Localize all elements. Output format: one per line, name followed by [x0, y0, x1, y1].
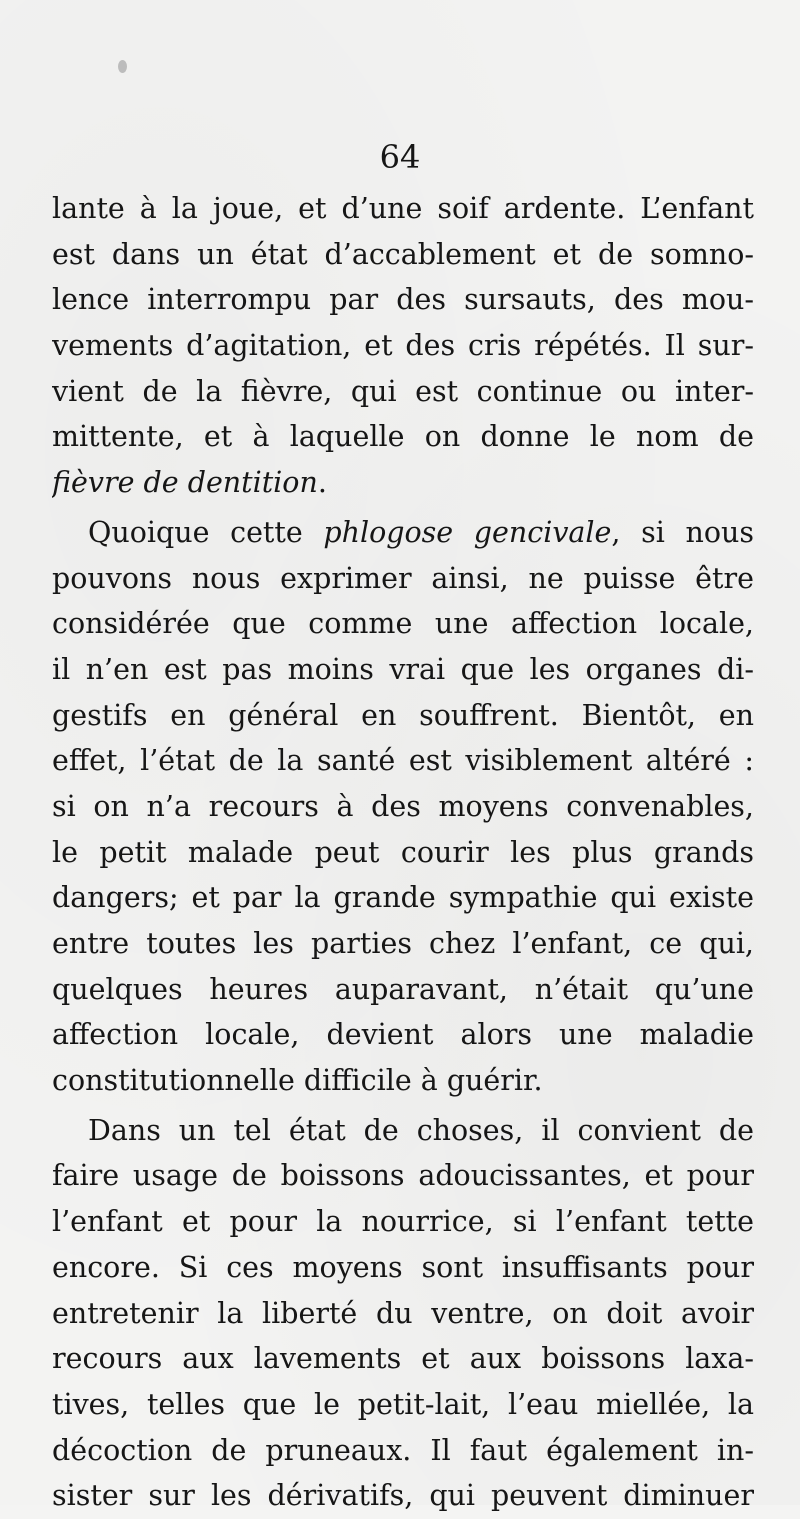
text-line: lence interrompu par des sursauts, des mou- [52, 283, 754, 317]
text-line: tives, telles que le petit-lait, l’eau miellée, la [52, 1387, 754, 1421]
text-line: faire usage de boissons adoucissantes, et pour [52, 1159, 754, 1193]
text-line [52, 460, 754, 506]
text-line: considérée que comme une affection locale, [52, 607, 754, 641]
text-run: Quoique cette [88, 515, 324, 549]
text-line: l’enfant et pour la nourrice, si l’enfant tette [52, 1205, 754, 1239]
text-line: encore. Si ces moyens sont insuffisants pour [52, 1250, 754, 1284]
paragraph-first-line: Dans un tel état de choses, il convient de [88, 1113, 754, 1147]
text-line: lante à la joue, et d’une soif ardente. L’enfant [52, 192, 754, 225]
text-line: recours aux lavements et aux boissons laxa- [52, 1342, 754, 1376]
text-line: constitutionnelle difficile à guérir. [52, 1064, 543, 1098]
ink-speck [118, 60, 127, 73]
punctuation: . [317, 466, 327, 500]
text-line: vient de la fièvre, qui est continue ou inter- [52, 374, 754, 408]
text-line: gestifs en général en souffrent. Bientôt, en [52, 698, 754, 732]
text-line: dangers; et par la grande sympathie qui existe [52, 881, 754, 915]
text-line: entretenir la liberté du ventre, on doit avoir [52, 1296, 754, 1330]
text-line: si on n’a recours à des moyens convenables, [52, 789, 754, 823]
italic-phrase: fièvre de dentition [52, 466, 318, 500]
text-run: , si nous [611, 515, 754, 549]
text-line: le petit malade peut courir les plus grands [52, 835, 754, 869]
text-line: entre toutes les parties chez l’enfant, ce qui, [52, 927, 754, 960]
text-line: décoction de pruneaux. Il faut également in- [52, 1433, 754, 1467]
text-line: il n’en est pas moins vrai que les organes di- [52, 652, 754, 686]
text-line: est dans un état d’accablement et de somno- [52, 237, 754, 271]
text-line: quelques heures auparavant, n’était qu’une [52, 972, 754, 1006]
text-line: affection locale, devient alors une maladie [52, 1018, 754, 1052]
text-line: vements d’agitation, et des cris répétés. Il sur- [52, 329, 754, 363]
body-text [52, 186, 754, 1519]
page-number: 64 [379, 138, 421, 176]
paragraph-first-line [52, 510, 754, 556]
text-line: sister sur les dérivatifs, qui peuvent diminuer [52, 1479, 754, 1513]
italic-phrase: phlogose gencivale [323, 515, 612, 549]
text-line: effet, l’état de la santé est visiblement altéré : [52, 744, 754, 778]
text-line: pouvons nous exprimer ainsi, ne puisse être [52, 561, 754, 595]
text-line: mittente, et à laquelle on donne le nom de [52, 420, 754, 454]
